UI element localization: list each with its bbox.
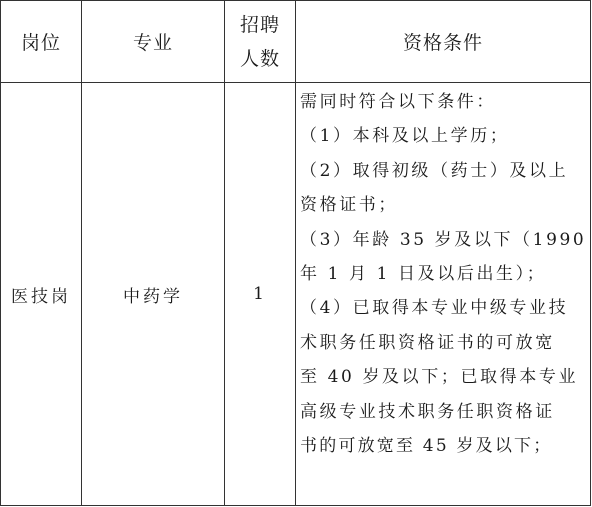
header-major (82, 1, 225, 83)
header-count-line2: 人数 (239, 47, 280, 70)
header-requirements (296, 1, 591, 83)
header-position (1, 1, 82, 83)
requirement-line: （3）年龄 35 岁及以下（1990 (300, 229, 587, 250)
requirement-line: （4）已取得本专业中级专业技 (300, 298, 569, 319)
requirement-line: 至 40 岁及以下；已取得本专业 (300, 367, 579, 388)
requirement-line: 高级专业技术职务任职资格证 (300, 401, 555, 422)
header-major-label: 专业 (132, 32, 173, 54)
cell-major (82, 83, 225, 506)
requirement-line: 资格证书； (300, 195, 398, 216)
count-value: 1 (253, 284, 267, 304)
header-position-label: 岗位 (20, 32, 61, 54)
requirements-text (300, 85, 586, 463)
major-value: 中药学 (123, 286, 183, 307)
header-requirements-label: 资格条件 (402, 32, 483, 54)
requirement-line: 术职务任职资格证书的可放宽 (300, 332, 555, 353)
requirement-line: 年 1 月 1 日及以后出生）； (300, 263, 547, 284)
requirement-line: 需同时符合以下条件： (300, 92, 496, 112)
requirement-line: 书的可放宽至 45 岁及以下； (300, 435, 553, 456)
header-count-line1: 招聘 (239, 13, 280, 36)
cell-count (225, 83, 296, 506)
header-count (225, 1, 296, 83)
requirement-line: （2）取得初级（药士）及以上 (300, 160, 569, 181)
requirement-line: （1）本科及以上学历； (300, 126, 510, 147)
cell-position (1, 83, 82, 506)
position-value: 医技岗 (11, 286, 71, 307)
